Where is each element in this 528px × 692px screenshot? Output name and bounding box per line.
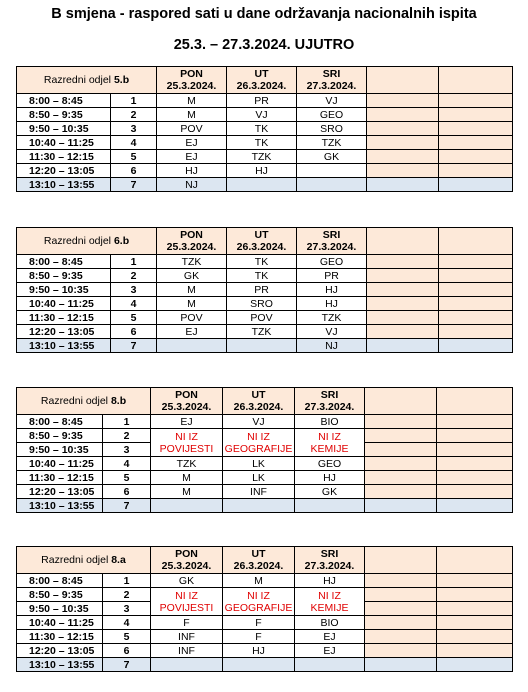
empty-cell xyxy=(367,150,439,164)
subject-cell: GEO xyxy=(295,457,365,471)
subject-cell: GK xyxy=(295,485,365,499)
day-name: PON xyxy=(180,229,203,241)
empty-cell xyxy=(439,122,513,136)
period-number: 4 xyxy=(111,297,157,311)
table-row xyxy=(17,630,513,644)
day-name: PON xyxy=(175,548,198,560)
subject-cell: HJ xyxy=(227,164,297,178)
day-name: UT xyxy=(251,389,266,401)
time-cell: 9:50 – 10:35 xyxy=(17,443,103,457)
table-header-row xyxy=(17,67,513,94)
subject-cell: SRO xyxy=(297,122,367,136)
subject-cell: M xyxy=(223,574,295,588)
time-cell: 10:40 – 11:25 xyxy=(17,136,111,150)
subject-cell xyxy=(295,658,365,672)
blank-header-cell xyxy=(365,547,437,574)
day-name: PON xyxy=(180,68,203,80)
schedule-table-8a xyxy=(16,546,513,672)
empty-cell xyxy=(367,339,439,353)
odjel-header-cell xyxy=(17,388,151,415)
time-cell: 13:10 – 13:55 xyxy=(17,178,111,192)
empty-cell xyxy=(367,122,439,136)
empty-cell xyxy=(367,269,439,283)
period-number: 5 xyxy=(103,630,151,644)
odjel-value: 6.b xyxy=(113,235,130,247)
subject-cell: SRO xyxy=(227,297,297,311)
subject-cell: VJ xyxy=(223,415,295,429)
exam-subject: POVIJESTI xyxy=(159,442,214,455)
table-row xyxy=(17,297,513,311)
period-number: 2 xyxy=(103,429,151,443)
subject-cell: PR xyxy=(297,269,367,283)
empty-cell xyxy=(365,602,437,616)
period-number: 5 xyxy=(103,471,151,485)
empty-cell xyxy=(367,164,439,178)
exam-subject: GEOGRAFIJE xyxy=(224,601,293,614)
blank-header-cell xyxy=(439,228,513,255)
odjel-value: 8.a xyxy=(111,554,126,566)
subject-cell: TZK xyxy=(297,311,367,325)
time-cell: 13:10 – 13:55 xyxy=(17,499,103,513)
exam-subject: GEOGRAFIJE xyxy=(224,442,293,455)
day-date: 26.3.2024. xyxy=(233,560,284,572)
schedule-table-8b xyxy=(16,387,513,513)
exam-cell-kemija xyxy=(295,588,365,616)
day-header-ut xyxy=(227,67,297,94)
subject-cell: BIO xyxy=(295,616,365,630)
empty-cell xyxy=(437,630,513,644)
time-cell: 10:40 – 11:25 xyxy=(17,297,111,311)
time-cell: 12:20 – 13:05 xyxy=(17,644,103,658)
table-row xyxy=(17,574,513,588)
period-number: 7 xyxy=(103,499,151,513)
subject-cell: TK xyxy=(227,255,297,269)
day-date: 27.3.2024. xyxy=(304,401,355,413)
empty-cell xyxy=(439,94,513,108)
subject-cell xyxy=(223,658,295,672)
empty-cell xyxy=(439,136,513,150)
subject-cell: GK xyxy=(157,269,227,283)
subject-cell: EJ xyxy=(157,325,227,339)
exam-line: NI IZ xyxy=(247,430,270,443)
subject-cell: POV xyxy=(157,311,227,325)
period-number: 2 xyxy=(111,269,157,283)
empty-cell xyxy=(365,616,437,630)
subject-cell xyxy=(151,499,223,513)
subject-cell: INF xyxy=(151,630,223,644)
empty-cell xyxy=(437,443,513,457)
subject-cell: F xyxy=(151,616,223,630)
day-date: 25.3.2024. xyxy=(166,80,217,92)
subject-cell: TK xyxy=(227,269,297,283)
subject-cell: GK xyxy=(151,574,223,588)
time-cell: 11:30 – 12:15 xyxy=(17,471,103,485)
schedule-table-5b xyxy=(16,66,513,192)
blank-header-cell xyxy=(439,67,513,94)
subject-cell xyxy=(295,499,365,513)
table-row xyxy=(17,255,513,269)
empty-cell xyxy=(367,283,439,297)
subject-cell: LK xyxy=(223,471,295,485)
period-number: 7 xyxy=(111,178,157,192)
subject-cell: M xyxy=(151,471,223,485)
period-number: 4 xyxy=(111,136,157,150)
time-cell: 13:10 – 13:55 xyxy=(17,658,103,672)
time-cell: 12:20 – 13:05 xyxy=(17,485,103,499)
empty-cell xyxy=(439,283,513,297)
subject-cell: HJ xyxy=(297,297,367,311)
period-number: 7 xyxy=(103,658,151,672)
table-row xyxy=(17,164,513,178)
exam-line: NI IZ xyxy=(318,589,341,602)
subject-cell xyxy=(157,339,227,353)
period-number: 5 xyxy=(111,311,157,325)
day-date: 26.3.2024. xyxy=(236,80,287,92)
subject-cell: HJ xyxy=(157,164,227,178)
subject-cell: INF xyxy=(223,485,295,499)
empty-cell xyxy=(365,644,437,658)
day-name: SRI xyxy=(322,229,341,241)
day-header-pon xyxy=(151,388,223,415)
table-row xyxy=(17,499,513,513)
blank-header-cell xyxy=(365,388,437,415)
subject-cell: M xyxy=(157,297,227,311)
odjel-label: Razredni odjel xyxy=(43,74,112,86)
subject-cell: TK xyxy=(227,136,297,150)
table-row xyxy=(17,108,513,122)
exam-line: NI IZ xyxy=(175,430,198,443)
subject-cell: TZK xyxy=(297,136,367,150)
day-date: 27.3.2024. xyxy=(306,80,357,92)
exam-line: NI IZ xyxy=(318,430,341,443)
empty-cell xyxy=(437,588,513,602)
empty-cell xyxy=(437,485,513,499)
odjel-header-cell xyxy=(17,228,157,255)
period-number: 2 xyxy=(103,588,151,602)
subject-cell: EJ xyxy=(295,630,365,644)
empty-cell xyxy=(439,150,513,164)
empty-cell xyxy=(365,485,437,499)
subject-cell: TK xyxy=(227,122,297,136)
subject-cell: F xyxy=(223,616,295,630)
empty-cell xyxy=(365,429,437,443)
day-name: UT xyxy=(254,68,269,80)
subject-cell: BIO xyxy=(295,415,365,429)
period-number: 6 xyxy=(103,644,151,658)
table-row xyxy=(17,150,513,164)
time-cell: 11:30 – 12:15 xyxy=(17,311,111,325)
subject-cell: HJ xyxy=(223,644,295,658)
time-cell: 8:50 – 9:35 xyxy=(17,429,103,443)
empty-cell xyxy=(439,255,513,269)
empty-cell xyxy=(367,108,439,122)
table-row xyxy=(17,122,513,136)
time-cell: 8:50 – 9:35 xyxy=(17,269,111,283)
odjel-label: Razredni odjel xyxy=(41,554,109,566)
day-name: UT xyxy=(254,229,269,241)
day-header-sri xyxy=(297,67,367,94)
subject-cell xyxy=(227,178,297,192)
table-header-row xyxy=(17,228,513,255)
period-number: 3 xyxy=(111,122,157,136)
time-cell: 10:40 – 11:25 xyxy=(17,616,103,630)
day-date: 25.3.2024. xyxy=(161,560,212,572)
subject-cell: VJ xyxy=(297,94,367,108)
schedule-table-6b xyxy=(16,227,513,353)
empty-cell xyxy=(365,588,437,602)
day-header-pon xyxy=(157,228,227,255)
subject-cell: EJ xyxy=(151,415,223,429)
subject-cell: PR xyxy=(227,283,297,297)
document-title: B smjena - raspored sati u dane održavanja nacionalnih ispita xyxy=(51,6,477,22)
table-row xyxy=(17,311,513,325)
period-number: 3 xyxy=(103,443,151,457)
time-cell: 12:20 – 13:05 xyxy=(17,164,111,178)
subject-cell: HJ xyxy=(297,283,367,297)
subject-cell xyxy=(151,658,223,672)
period-number: 3 xyxy=(103,602,151,616)
table-header-row xyxy=(17,388,513,415)
table-row xyxy=(17,485,513,499)
empty-cell xyxy=(439,164,513,178)
time-cell: 8:50 – 9:35 xyxy=(17,588,103,602)
time-cell: 8:50 – 9:35 xyxy=(17,108,111,122)
day-header-sri xyxy=(295,388,365,415)
empty-cell xyxy=(439,339,513,353)
period-number: 6 xyxy=(111,325,157,339)
subject-cell: TZK xyxy=(157,255,227,269)
exam-cell-povijest xyxy=(151,588,223,616)
exam-subject: KEMIJE xyxy=(310,442,349,455)
subject-cell: NJ xyxy=(157,178,227,192)
subject-cell: EJ xyxy=(295,644,365,658)
period-number: 4 xyxy=(103,616,151,630)
blank-header-cell xyxy=(437,388,513,415)
empty-cell xyxy=(437,616,513,630)
day-header-pon xyxy=(157,67,227,94)
table-row xyxy=(17,429,513,443)
exam-line: NI IZ xyxy=(247,589,270,602)
period-number: 1 xyxy=(111,255,157,269)
empty-cell xyxy=(365,457,437,471)
day-header-sri xyxy=(297,228,367,255)
day-header-ut xyxy=(223,547,295,574)
day-header-ut xyxy=(223,388,295,415)
odjel-header-cell xyxy=(17,547,151,574)
table-row xyxy=(17,325,513,339)
day-date: 26.3.2024. xyxy=(233,401,284,413)
time-cell: 8:00 – 8:45 xyxy=(17,574,103,588)
table-row xyxy=(17,94,513,108)
empty-cell xyxy=(367,255,439,269)
empty-cell xyxy=(439,325,513,339)
period-number: 7 xyxy=(111,339,157,353)
empty-cell xyxy=(437,644,513,658)
empty-cell xyxy=(437,499,513,513)
empty-cell xyxy=(439,108,513,122)
empty-cell xyxy=(365,574,437,588)
subject-cell: INF xyxy=(151,644,223,658)
empty-cell xyxy=(367,136,439,150)
period-number: 1 xyxy=(103,574,151,588)
day-date: 25.3.2024. xyxy=(166,241,217,253)
empty-cell xyxy=(439,178,513,192)
empty-cell xyxy=(437,602,513,616)
empty-cell xyxy=(437,457,513,471)
table-row xyxy=(17,415,513,429)
subject-cell: POV xyxy=(157,122,227,136)
subject-cell xyxy=(297,178,367,192)
empty-cell xyxy=(439,269,513,283)
exam-subject: KEMIJE xyxy=(310,601,349,614)
day-header-sri xyxy=(295,547,365,574)
table-row xyxy=(17,658,513,672)
table-row xyxy=(17,269,513,283)
subject-cell xyxy=(223,499,295,513)
period-number: 3 xyxy=(111,283,157,297)
empty-cell xyxy=(367,178,439,192)
day-date: 27.3.2024. xyxy=(304,560,355,572)
exam-subject: POVIJESTI xyxy=(159,601,214,614)
day-name: UT xyxy=(251,548,266,560)
time-cell: 8:00 – 8:45 xyxy=(17,94,111,108)
time-cell: 10:40 – 11:25 xyxy=(17,457,103,471)
exam-cell-kemija xyxy=(295,429,365,457)
period-number: 4 xyxy=(103,457,151,471)
empty-cell xyxy=(367,297,439,311)
day-date: 26.3.2024. xyxy=(236,241,287,253)
subject-cell: GEO xyxy=(297,255,367,269)
period-number: 6 xyxy=(103,485,151,499)
subject-cell: GK xyxy=(297,150,367,164)
day-name: SRI xyxy=(320,389,339,401)
subject-cell: M xyxy=(157,108,227,122)
exam-cell-geografija xyxy=(223,429,295,457)
empty-cell xyxy=(367,325,439,339)
empty-cell xyxy=(365,415,437,429)
subject-cell: TZK xyxy=(227,150,297,164)
day-date: 27.3.2024. xyxy=(306,241,357,253)
table-row xyxy=(17,471,513,485)
odjel-header-cell xyxy=(17,67,157,94)
subject-cell: VJ xyxy=(297,325,367,339)
day-date: 25.3.2024. xyxy=(161,401,212,413)
table-row xyxy=(17,339,513,353)
empty-cell xyxy=(367,94,439,108)
empty-cell xyxy=(439,311,513,325)
empty-cell xyxy=(437,658,513,672)
time-cell: 8:00 – 8:45 xyxy=(17,255,111,269)
day-name: SRI xyxy=(322,68,341,80)
odjel-label: Razredni odjel xyxy=(40,395,109,407)
day-header-ut xyxy=(227,228,297,255)
empty-cell xyxy=(367,311,439,325)
subject-cell: PR xyxy=(227,94,297,108)
table-row xyxy=(17,178,513,192)
empty-cell xyxy=(437,574,513,588)
document-subtitle: 25.3. – 27.3.2024. UJUTRO xyxy=(173,37,355,53)
subject-cell: EJ xyxy=(157,150,227,164)
subject-cell: F xyxy=(223,630,295,644)
subject-cell: M xyxy=(157,94,227,108)
period-number: 1 xyxy=(103,415,151,429)
subject-cell: M xyxy=(157,283,227,297)
exam-cell-povijest xyxy=(151,429,223,457)
day-name: PON xyxy=(175,389,198,401)
time-cell: 9:50 – 10:35 xyxy=(17,283,111,297)
subject-cell: HJ xyxy=(295,471,365,485)
subject-cell xyxy=(227,339,297,353)
odjel-value: 5.b xyxy=(113,74,130,86)
empty-cell xyxy=(439,297,513,311)
table-row xyxy=(17,616,513,630)
table-header-row xyxy=(17,547,513,574)
subject-cell: M xyxy=(151,485,223,499)
empty-cell xyxy=(365,443,437,457)
subject-cell: TZK xyxy=(151,457,223,471)
odjel-label: Razredni odjel xyxy=(43,235,112,247)
table-row xyxy=(17,136,513,150)
empty-cell xyxy=(365,471,437,485)
exam-cell-geografija xyxy=(223,588,295,616)
day-name: SRI xyxy=(320,548,339,560)
time-cell: 8:00 – 8:45 xyxy=(17,415,103,429)
time-cell: 9:50 – 10:35 xyxy=(17,602,103,616)
period-number: 5 xyxy=(111,150,157,164)
time-cell: 13:10 – 13:55 xyxy=(17,339,111,353)
table-row xyxy=(17,588,513,602)
day-header-pon xyxy=(151,547,223,574)
subject-cell: VJ xyxy=(227,108,297,122)
exam-line: NI IZ xyxy=(175,589,198,602)
subject-cell: LK xyxy=(223,457,295,471)
empty-cell xyxy=(437,471,513,485)
table-row xyxy=(17,283,513,297)
time-cell: 11:30 – 12:15 xyxy=(17,150,111,164)
table-row xyxy=(17,644,513,658)
subject-cell: POV xyxy=(227,311,297,325)
empty-cell xyxy=(437,415,513,429)
period-number: 2 xyxy=(111,108,157,122)
odjel-value: 8.b xyxy=(110,395,127,407)
subject-cell: NJ xyxy=(297,339,367,353)
subject-cell: TZK xyxy=(227,325,297,339)
time-cell: 12:20 – 13:05 xyxy=(17,325,111,339)
time-cell: 11:30 – 12:15 xyxy=(17,630,103,644)
empty-cell xyxy=(365,658,437,672)
subject-cell: GEO xyxy=(297,108,367,122)
blank-header-cell xyxy=(437,547,513,574)
empty-cell xyxy=(365,630,437,644)
subject-cell: EJ xyxy=(157,136,227,150)
blank-header-cell xyxy=(367,228,439,255)
period-number: 6 xyxy=(111,164,157,178)
time-cell: 9:50 – 10:35 xyxy=(17,122,111,136)
blank-header-cell xyxy=(367,67,439,94)
table-row xyxy=(17,457,513,471)
empty-cell xyxy=(365,499,437,513)
empty-cell xyxy=(437,429,513,443)
period-number: 1 xyxy=(111,94,157,108)
subject-cell xyxy=(297,164,367,178)
subject-cell: HJ xyxy=(295,574,365,588)
